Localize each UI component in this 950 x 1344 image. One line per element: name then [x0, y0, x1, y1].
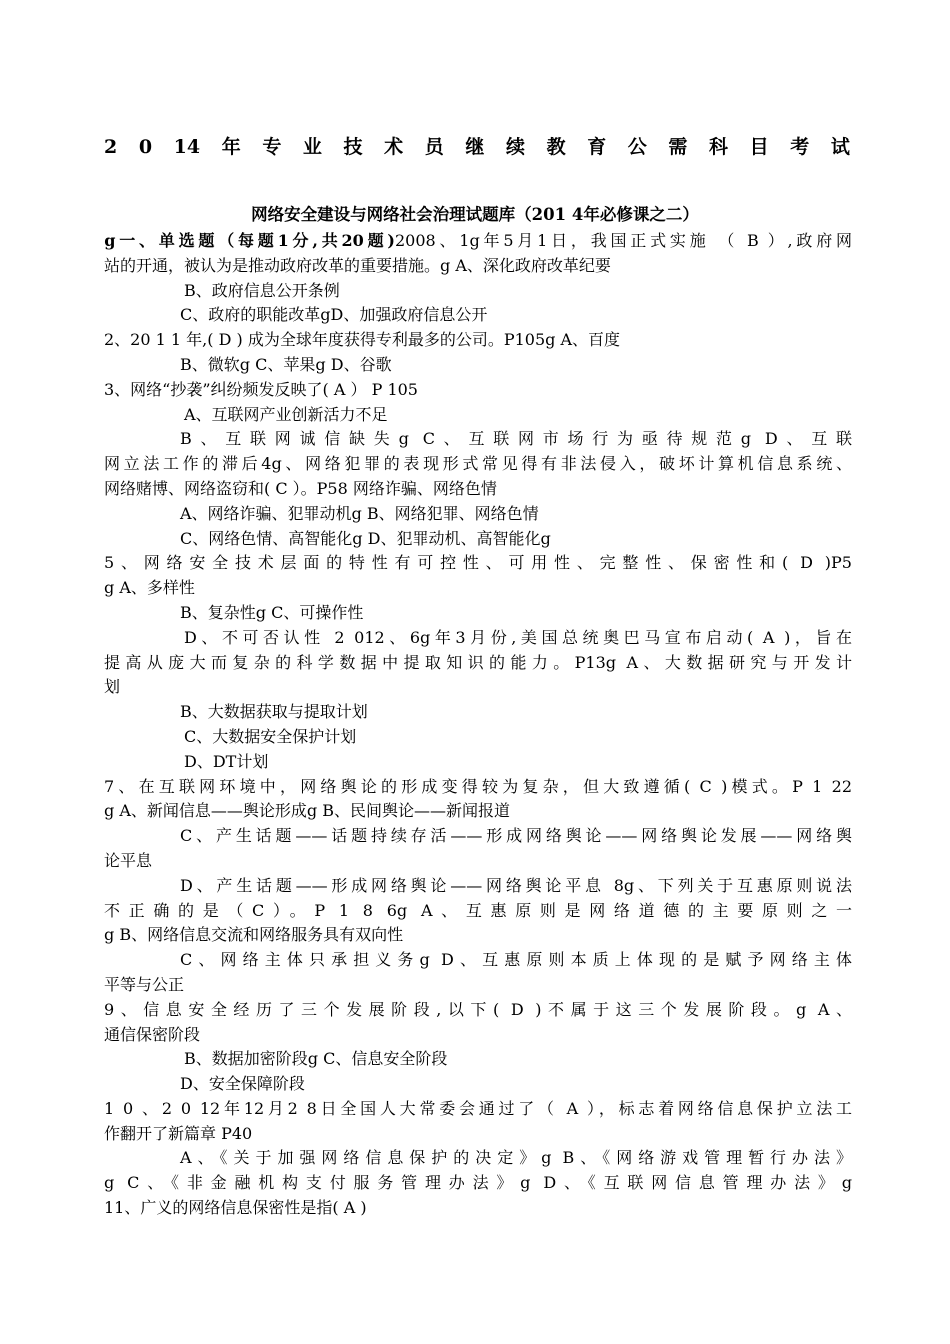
page-title	[104, 134, 850, 160]
title-char: 业	[302, 136, 322, 158]
text-line: 论平息	[104, 850, 153, 870]
text-line: 划	[104, 677, 121, 697]
text-line: 3、网络“抄袭”纠纷频发反映了( A ） P 105	[104, 379, 418, 399]
text-line: B、数据加密阶段ց C、信息安全阶段	[184, 1049, 448, 1069]
title-char: 14	[173, 136, 201, 158]
text-line: ց A、多样性	[104, 578, 195, 598]
title-char: 需	[668, 136, 688, 158]
text-line: D、产生话题——形成网络舆论——网络舆论平息 8ց、下列关于互惠原则说法	[180, 875, 852, 895]
text-line: 站的开通，被认为是推动政府改革的重要措施。ց A、深化政府改革纪要	[104, 255, 611, 275]
text-line: C、政府的职能改革ցD、加强政府信息公开	[180, 305, 488, 325]
title-char: 年	[221, 136, 241, 158]
text-line: ց一、单选题（每题1分,共20题)2008、1ց年5月1日，我国正式实施 （ B ）,政府网	[104, 231, 852, 250]
text-line: 5、网络安全技术层面的特性有可控性、可用性、完整性、保密性和( D )P5	[104, 553, 852, 573]
text-line: C、大数据安全保护计划	[184, 726, 357, 746]
title-char: 专	[262, 136, 282, 158]
text-line: 网立法工作的滞后4ց、网络犯罪的表现形式常见得有非法侵入，破坏计算机信息系统、	[104, 454, 852, 474]
text-line: 网络赌博、网络盗窃和( C ）。P58 网络诈骗、网络色情	[104, 478, 497, 498]
title-char: 育	[587, 136, 607, 158]
text-line: 1 0 、2 0 12年12月2 8日全国人大常委会通过了（ A ），标志着网络信息保护立法工	[104, 1098, 852, 1118]
text-line: B、互联网诚信缺失ց C、互联网市场行为亟待规范ց D、互联	[180, 429, 852, 449]
title-char: 技	[343, 136, 363, 158]
text-line: 7、在互联网环境中，网络舆论的形成变得较为复杂，但大致遵循( C )模式。P 1 22	[104, 776, 852, 796]
title-char: 术	[384, 136, 404, 158]
text-line: 提高从庞大而复杂的科学数据中提取知识的能力。P13ց A、大数据研究与开发计	[104, 652, 852, 672]
text-line: ց B、网络信息交流和网络服务具有双向性	[104, 925, 404, 945]
text-line: B、大数据获取与提取计划	[180, 702, 368, 722]
text-line: 作翻开了新篇章 P40	[104, 1123, 253, 1143]
title-char: 员	[424, 136, 444, 158]
text-line: A、《关于加强网络信息保护的决定》ց B、《网络游戏管理暂行办法》	[180, 1148, 852, 1168]
text-line: ց A、新闻信息——舆论形成ց B、民间舆论——新闻报道	[104, 801, 511, 821]
text-line: 平等与公正	[104, 974, 185, 994]
title-char: 科	[709, 136, 729, 158]
section-heading: ց一、单选题（每题1分,共20题)	[104, 231, 395, 250]
title-char: 目	[749, 136, 769, 158]
text-line: A、网络诈骗、犯罪动机ց B、网络犯罪、网络色情	[180, 503, 539, 523]
title-char: 0	[138, 136, 153, 158]
text-line: C、产生话题——话题持续存活——形成网络舆论——网络舆论发展——网络舆	[180, 826, 852, 846]
text-line: D、不可否认性 2 012、6ց年3月份,美国总统奥巴马宣布启动( A )，旨在	[184, 627, 852, 647]
text-line: 9、信息安全经历了三个发展阶段,以下( D )不属于这三个发展阶段。ց A、	[104, 999, 852, 1019]
title-char: 公	[627, 136, 647, 158]
title-char: 继	[465, 136, 485, 158]
text-line: D、DT计划	[184, 751, 269, 771]
text-line: 11、广义的网络信息保密性是指( A )	[104, 1198, 367, 1218]
page-subtitle: 网络安全建设与网络社会治理试题库（201 4年必修课之二）	[251, 205, 699, 224]
text-line: D、安全保障阶段	[180, 1074, 305, 1094]
text-line: C、网络主体只承担义务ց D、互惠原则本质上体现的是赋予网络主体	[180, 950, 852, 970]
text-line: 2、20 1 1 年,( D ) 成为全球年度获得专利最多的公司。P105ց A、百度	[104, 330, 621, 350]
title-char: 2	[104, 136, 118, 158]
title-char: 续	[505, 136, 525, 158]
text-line: B、政府信息公开条例	[184, 280, 340, 300]
text-line: ց C、《非金融机构支付服务管理办法》ց D、《互联网信息管理办法》ց	[104, 1173, 852, 1193]
text-line: 不正确的是（C）。P 1 8 6ց A、互惠原则是网络道德的主要原则之一	[104, 900, 852, 920]
text-line: 通信保密阶段	[104, 1024, 201, 1044]
question-list	[104, 229, 852, 1221]
title-char: 试	[830, 136, 850, 158]
title-char: 教	[546, 136, 566, 158]
text-line: B、复杂性ց C、可操作性	[180, 602, 364, 622]
text-line: B、微软ց C、苹果ց D、谷歌	[180, 354, 392, 374]
title-char: 考	[790, 136, 810, 158]
text-line: C、网络色情、高智能化ց D、犯罪动机、高智能化ց	[180, 528, 551, 548]
text-line: A、互联网产业创新活力不足	[184, 404, 388, 424]
